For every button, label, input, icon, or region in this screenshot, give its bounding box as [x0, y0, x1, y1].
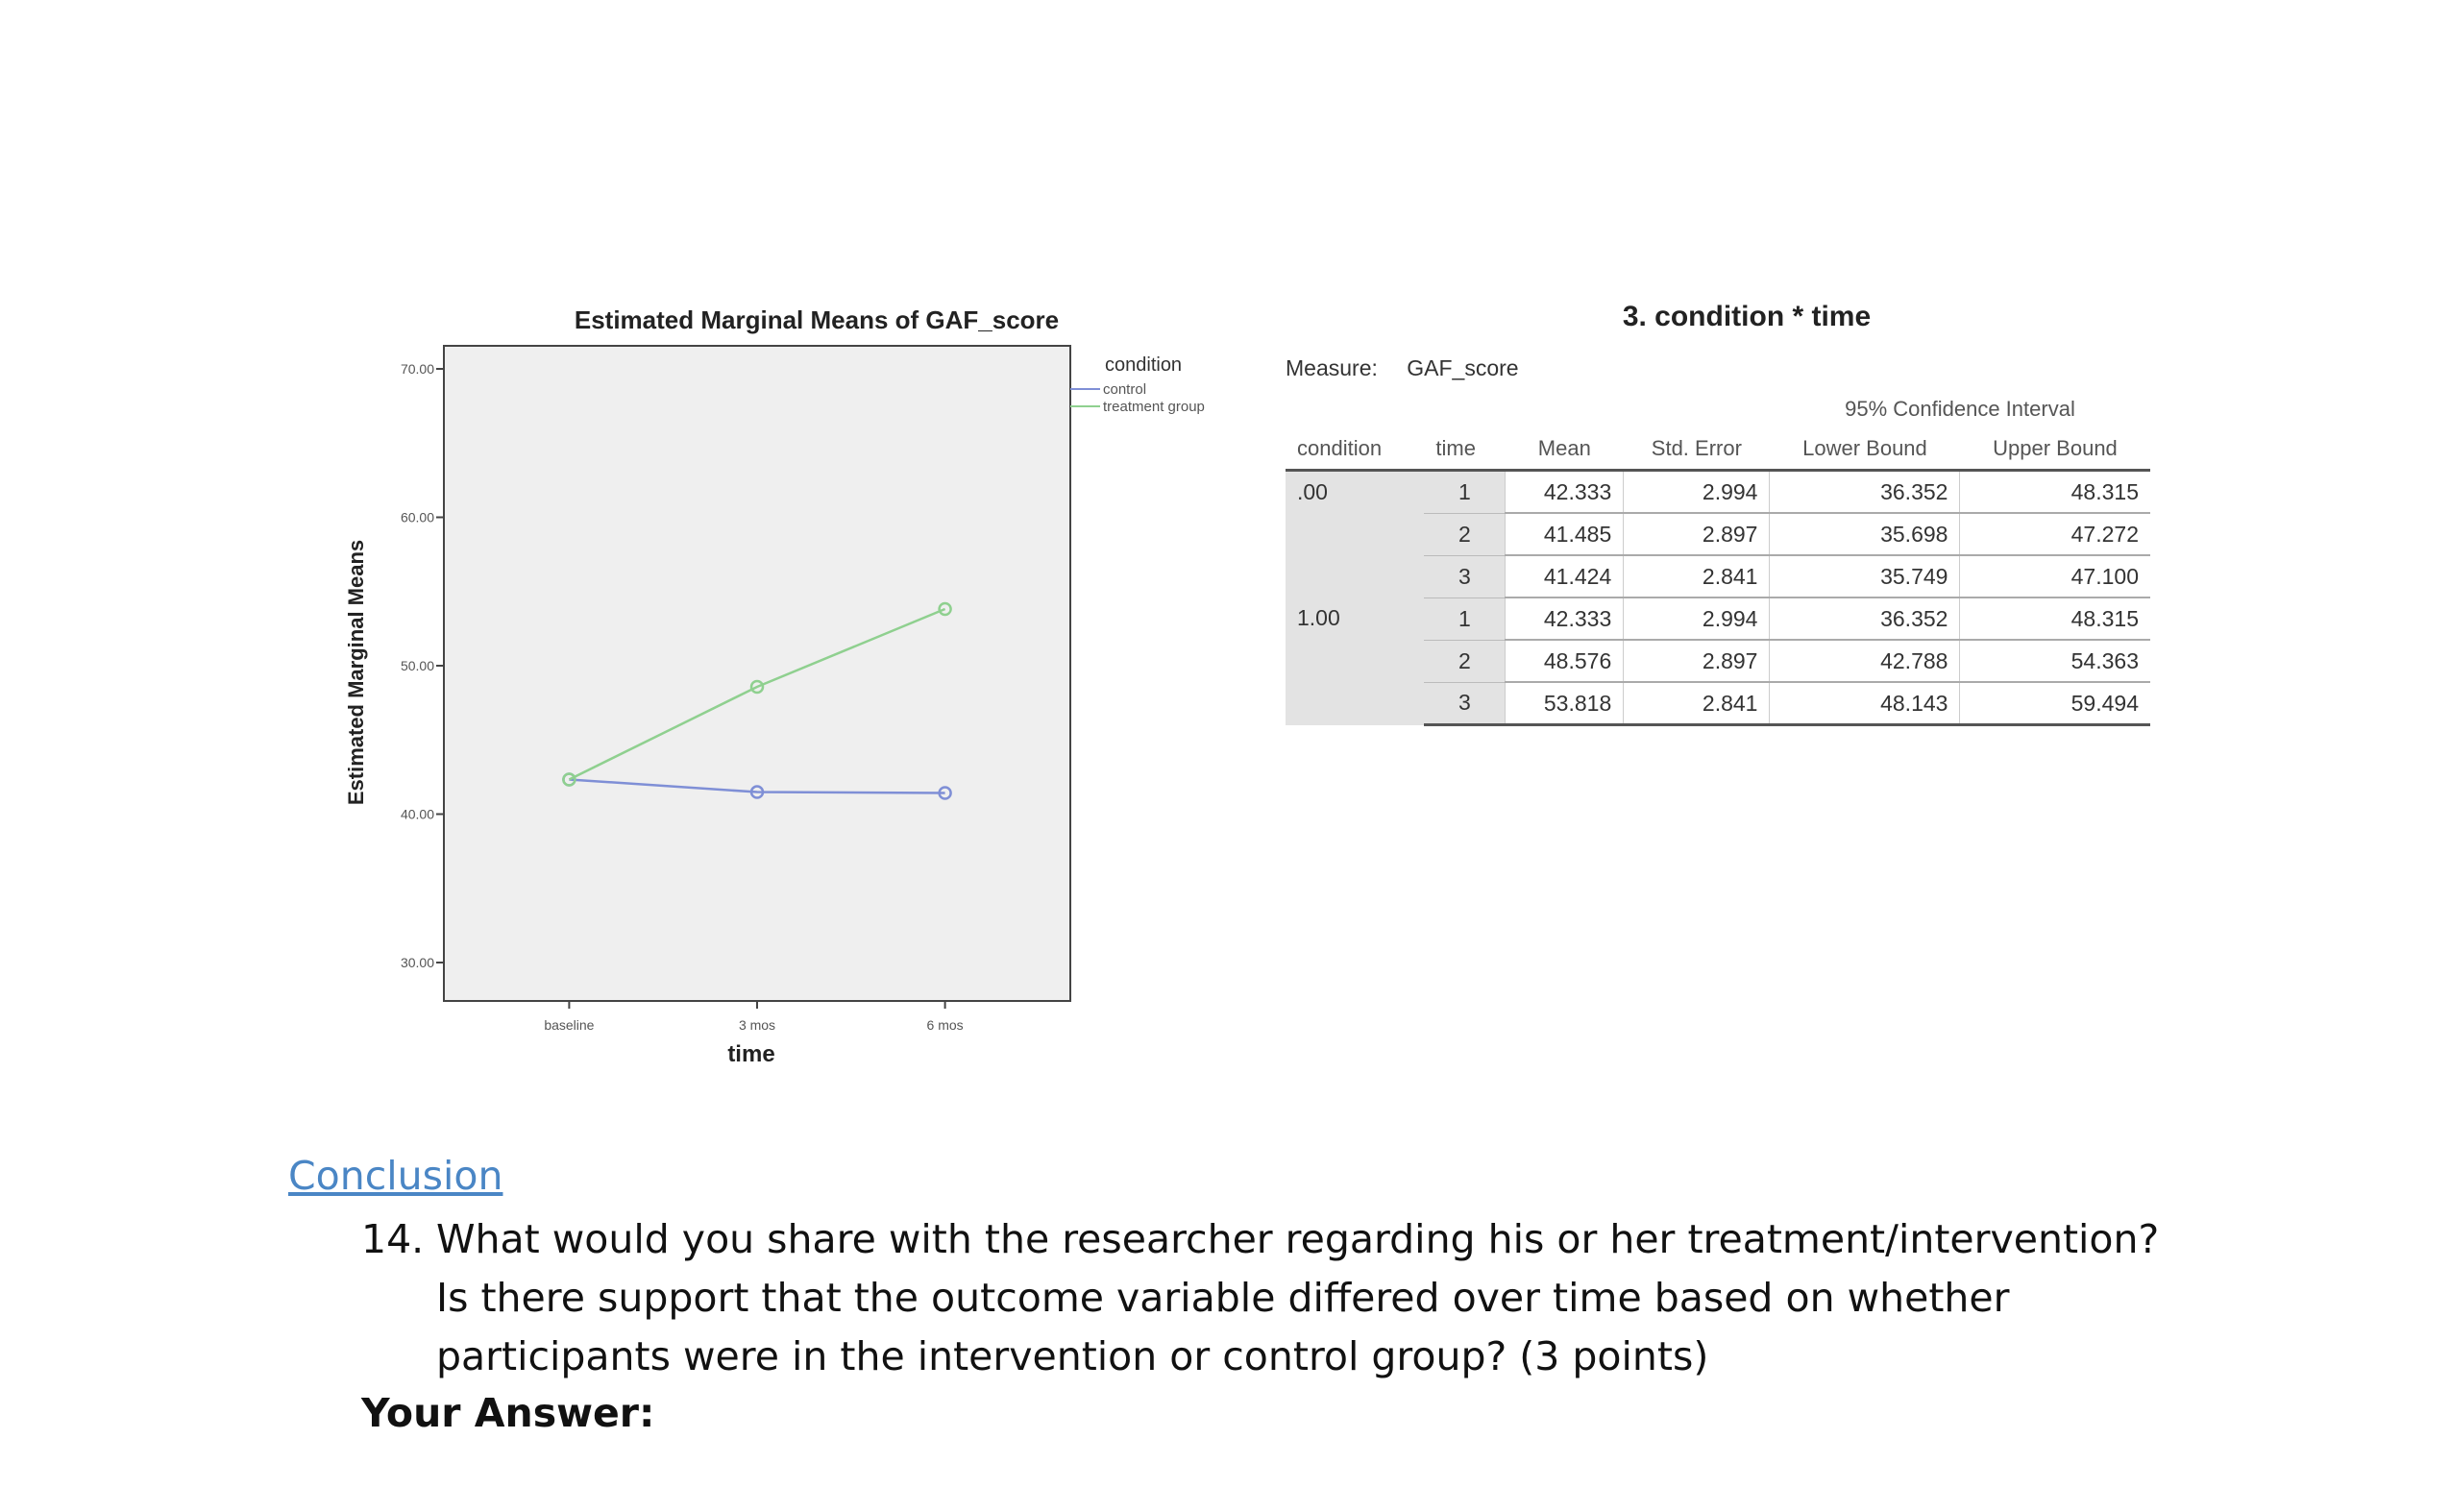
value-cell: 42.333 [1506, 471, 1624, 514]
question-14 [361, 1210, 2187, 1386]
x-tick-label: baseline [544, 1017, 595, 1033]
measure-label: Measure: [1286, 355, 1378, 380]
time-cell: 3 [1424, 682, 1505, 725]
time-cell: 1 [1424, 471, 1505, 514]
value-cell: 54.363 [1960, 640, 2150, 682]
value-cell: 53.818 [1506, 682, 1624, 725]
value-cell: 35.749 [1770, 555, 1960, 597]
question-number: 14. [361, 1216, 425, 1262]
value-cell: 48.315 [1960, 597, 2150, 640]
value-cell: 48.143 [1770, 682, 1960, 725]
value-cell: 36.352 [1770, 597, 1960, 640]
chart-title: Estimated Marginal Means of GAF_score [574, 305, 1060, 334]
value-cell: 47.100 [1960, 555, 2150, 597]
table-row [1286, 471, 2150, 514]
column-header: Std. Error [1624, 428, 1770, 471]
value-cell: 2.994 [1624, 471, 1770, 514]
value-cell: 41.424 [1506, 555, 1624, 597]
plot-area [444, 346, 1070, 1001]
conclusion-heading: Conclusion [288, 1153, 503, 1199]
value-cell: 59.494 [1960, 682, 2150, 725]
value-cell: 36.352 [1770, 471, 1960, 514]
measure-value: GAF_score [1407, 355, 1519, 380]
time-cell: 2 [1424, 640, 1505, 682]
y-tick-label: 40.00 [400, 806, 434, 822]
x-axis-label: time [727, 1041, 775, 1067]
value-cell: 35.698 [1770, 513, 1960, 555]
column-header: condition [1286, 428, 1424, 471]
x-axis [544, 1001, 963, 1033]
time-cell: 1 [1424, 597, 1505, 640]
condition-cell: 1.00 [1286, 597, 1424, 725]
column-header: time [1424, 428, 1505, 471]
column-header-row [1286, 428, 2150, 471]
value-cell: 41.485 [1506, 513, 1624, 555]
value-cell: 2.897 [1624, 513, 1770, 555]
legend [1070, 381, 1205, 415]
estimated-marginal-means-chart [327, 298, 1287, 1085]
y-tick-label: 60.00 [400, 509, 434, 525]
condition-cell: .00 [1286, 471, 1424, 598]
answer-label: Your Answer: [361, 1390, 655, 1436]
value-cell: 48.315 [1960, 471, 2150, 514]
value-cell: 2.897 [1624, 640, 1770, 682]
column-header: Upper Bound [1960, 428, 2150, 471]
column-header: Mean [1506, 428, 1624, 471]
legend-entry: treatment group [1103, 399, 1205, 415]
legend-entry: control [1103, 381, 1147, 398]
y-tick-label: 50.00 [400, 658, 434, 673]
value-cell: 42.333 [1506, 597, 1624, 640]
value-cell: 2.994 [1624, 597, 1770, 640]
y-axis-label: Estimated Marginal Means [344, 539, 368, 806]
table-body [1286, 471, 2150, 725]
x-tick-label: 3 mos [738, 1017, 776, 1033]
y-tick-label: 30.00 [400, 955, 434, 970]
time-cell: 3 [1424, 555, 1505, 597]
y-tick-label: 70.00 [400, 361, 434, 377]
question-text: What would you share with the researcher regarding his or her treatment/intervention? Is there support that the outcome variable differed over time based on whether participants were in the intervention or control group? (3 points) [436, 1216, 2160, 1379]
condition-time-table [1286, 390, 2150, 726]
measure-line [1286, 355, 2150, 384]
value-cell: 2.841 [1624, 682, 1770, 725]
ci-spacer [1286, 390, 1770, 428]
conclusion-section [288, 1153, 2210, 1436]
y-axis [401, 361, 444, 970]
value-cell: 48.576 [1506, 640, 1624, 682]
x-tick-label: 6 mos [926, 1017, 964, 1033]
column-header: Lower Bound [1770, 428, 1960, 471]
time-cell: 2 [1424, 513, 1505, 555]
ci-header: 95% Confidence Interval [1845, 397, 2075, 421]
value-cell: 2.841 [1624, 555, 1770, 597]
table-title: 3. condition * time [1622, 301, 1872, 332]
value-cell: 42.788 [1770, 640, 1960, 682]
value-cell: 47.272 [1960, 513, 2150, 555]
table-row [1286, 597, 2150, 640]
condition-time-table-block [1286, 298, 2150, 726]
legend-title: condition [1105, 354, 1183, 376]
